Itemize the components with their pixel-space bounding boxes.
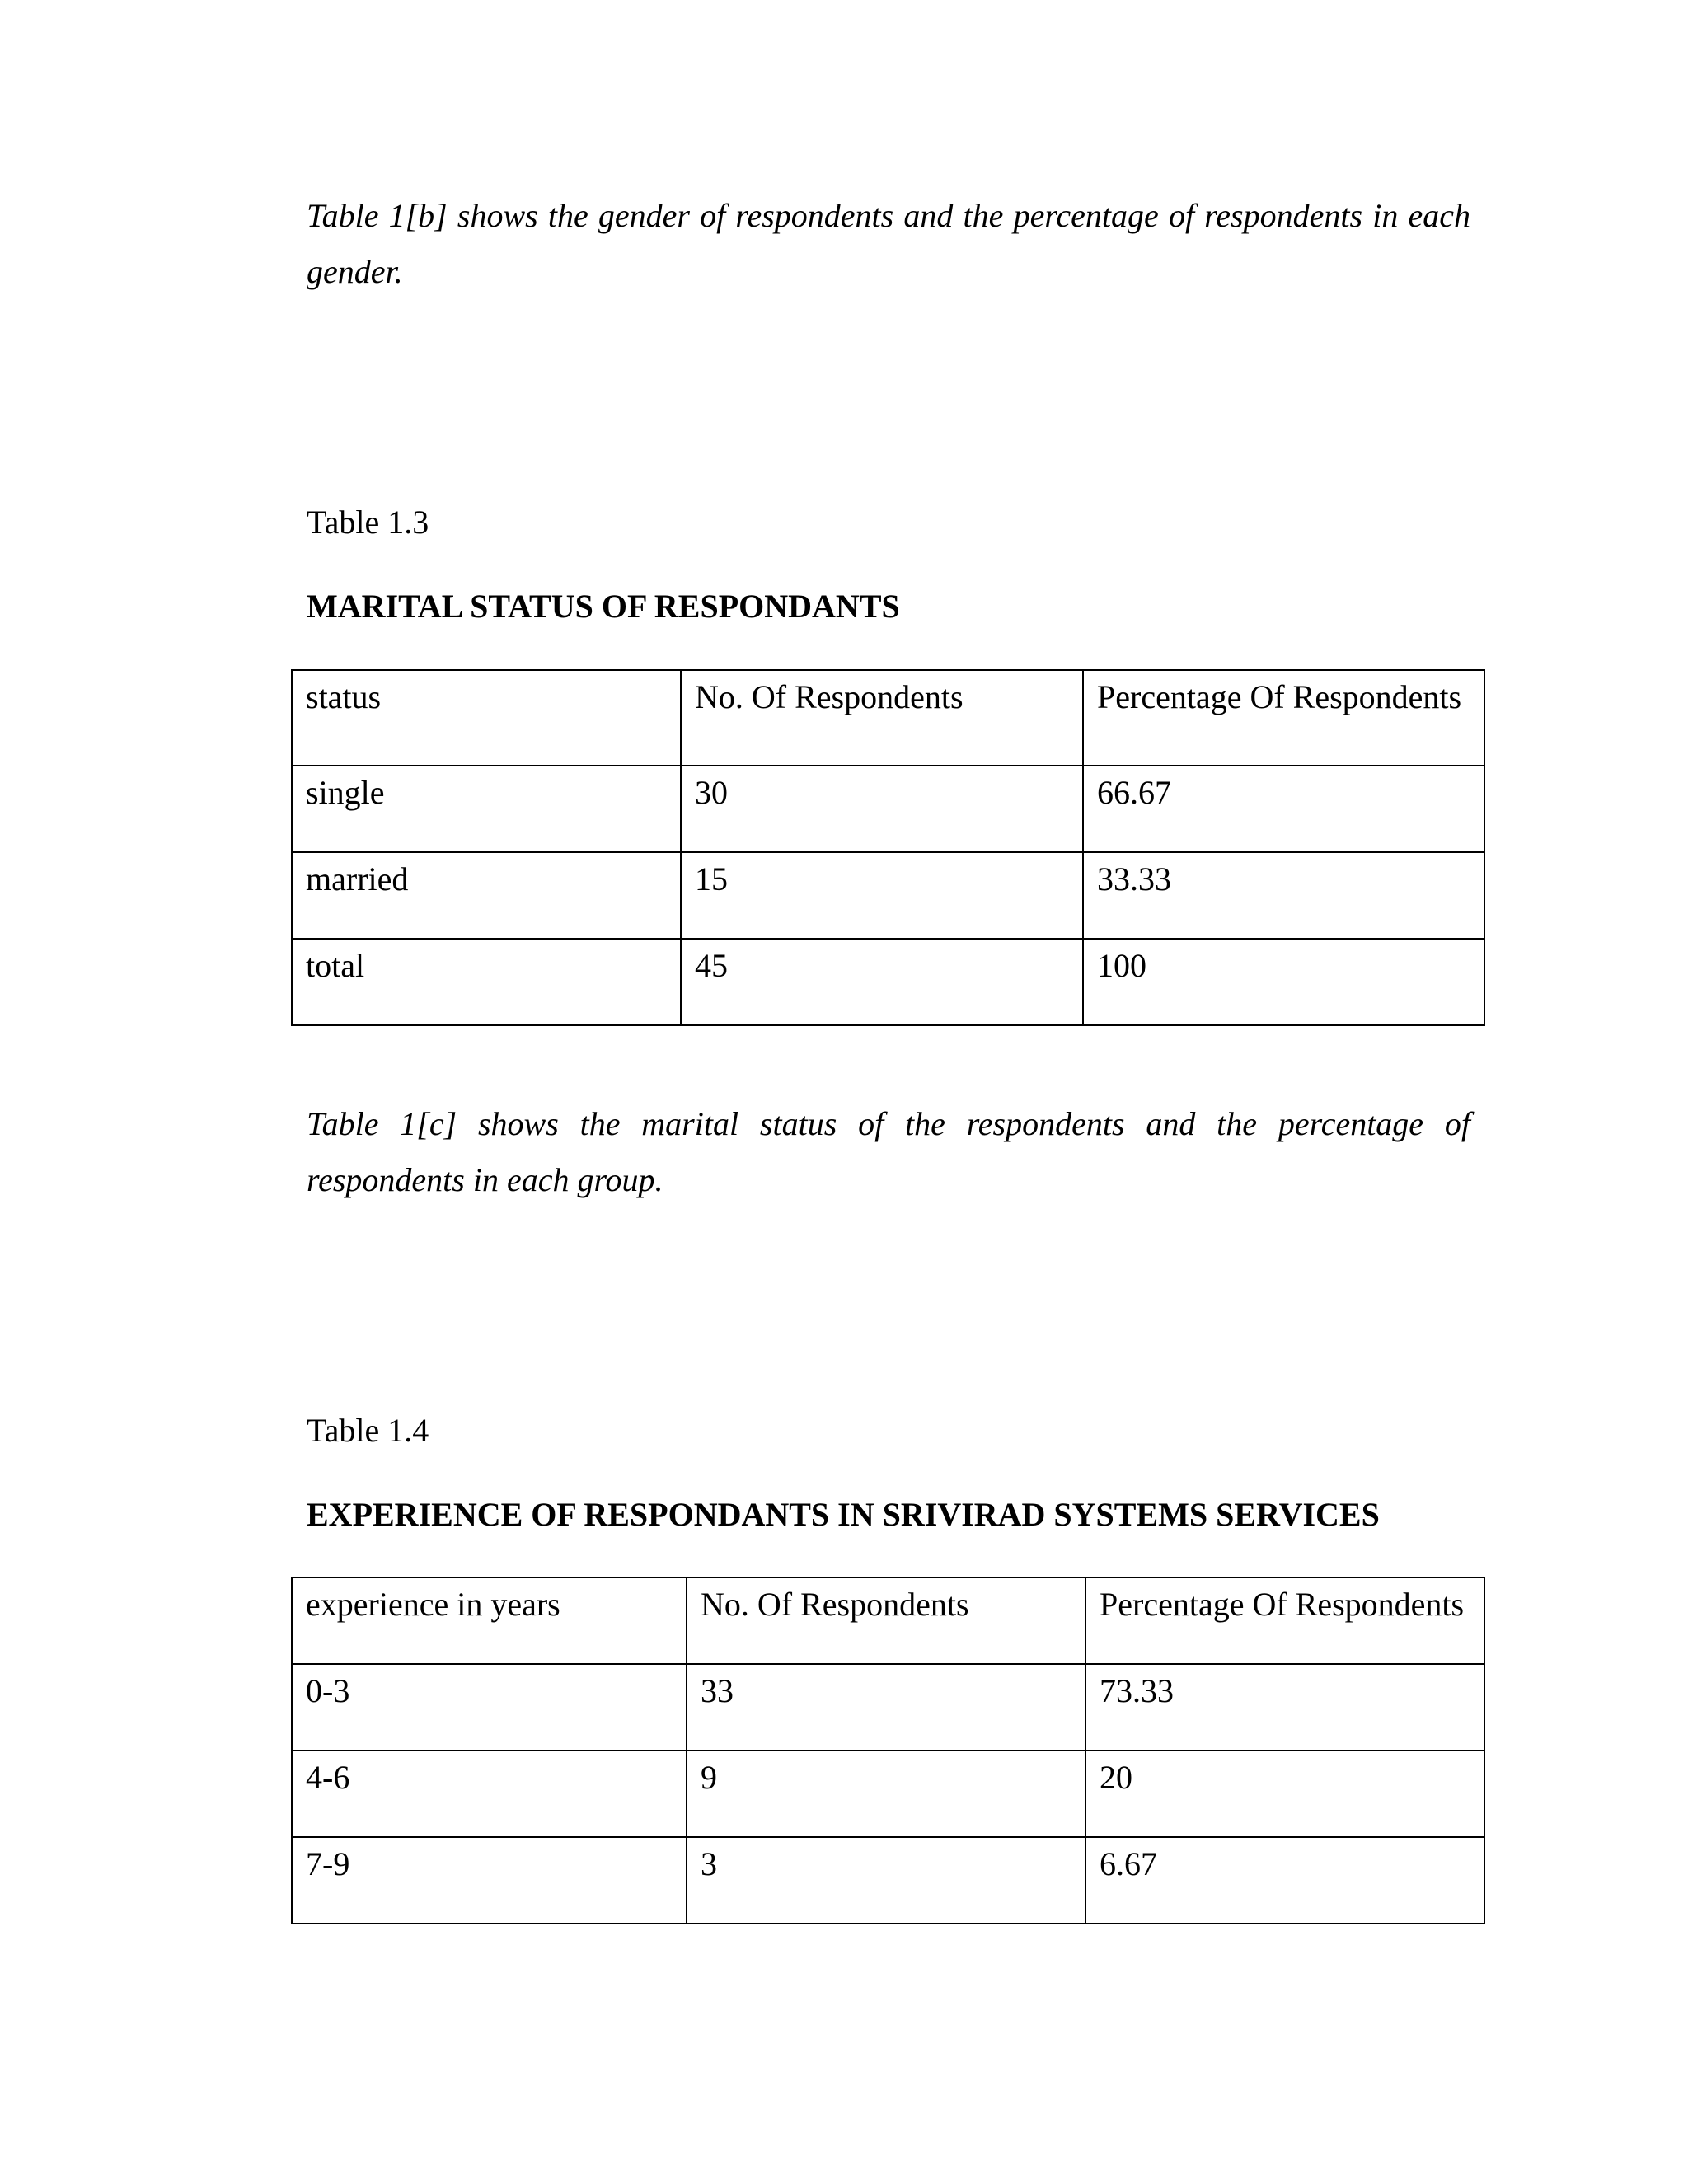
table-header-row <box>292 670 1484 766</box>
table-cell: 45 <box>681 939 1083 1025</box>
table-1-4-label: Table 1.4 <box>307 1412 429 1449</box>
column-header: Percentage Of Respondents <box>1085 1577 1484 1664</box>
table-cell: 7-9 <box>292 1837 687 1924</box>
table-header-row <box>292 1577 1484 1664</box>
table-cell: 66.67 <box>1083 766 1484 852</box>
table-cell: 15 <box>681 852 1083 939</box>
column-header: Percentage Of Respondents <box>1083 670 1484 766</box>
table-cell: 30 <box>681 766 1083 852</box>
table-cell: 73.33 <box>1085 1664 1484 1750</box>
marital-status-heading: MARITAL STATUS OF RESPONDANTS <box>307 588 900 625</box>
table-1-3-label: Table 1.3 <box>307 504 429 541</box>
table-row <box>292 852 1484 939</box>
experience-heading: EXPERIENCE OF RESPONDANTS IN SRIVIRAD SYSTEMS SERVICES <box>307 1496 1380 1533</box>
table-row <box>292 1750 1484 1837</box>
table-cell: total <box>292 939 681 1025</box>
table-cell: 20 <box>1085 1750 1484 1837</box>
table-cell: 3 <box>687 1837 1085 1924</box>
column-header: experience in years <box>292 1577 687 1664</box>
marital-paragraph: Table 1[c] shows the marital status of the respondents and the percentage of respondents in each group. <box>307 1105 1470 1198</box>
table-cell: single <box>292 766 681 852</box>
table-cell: 33 <box>687 1664 1085 1750</box>
table-cell: 6.67 <box>1085 1837 1484 1924</box>
column-header: status <box>292 670 681 766</box>
table-cell: married <box>292 852 681 939</box>
marital-status-table <box>291 669 1485 1026</box>
table-row <box>292 1837 1484 1924</box>
table-cell: 33.33 <box>1083 852 1484 939</box>
experience-table <box>291 1577 1485 1924</box>
table-cell: 100 <box>1083 939 1484 1025</box>
table-row <box>292 766 1484 852</box>
intro-paragraph: Table 1[b] shows the gender of respondents and the percentage of respondents in each gender. <box>307 197 1470 290</box>
table-row <box>292 1664 1484 1750</box>
table-row <box>292 939 1484 1025</box>
table-cell: 9 <box>687 1750 1085 1837</box>
table-cell: 4-6 <box>292 1750 687 1837</box>
column-header: No. Of Respondents <box>681 670 1083 766</box>
table-cell: 0-3 <box>292 1664 687 1750</box>
column-header: No. Of Respondents <box>687 1577 1085 1664</box>
